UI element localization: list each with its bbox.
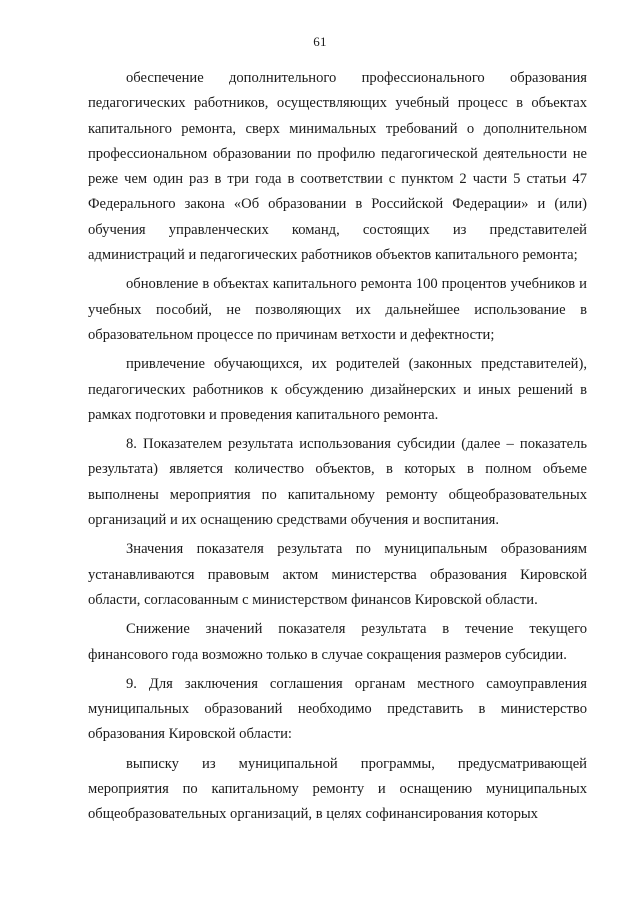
page-number: 61: [313, 34, 327, 49]
paragraph-additional-education: обеспечение дополнительного профессионального образования педагогических работников, осуществляющих учебный процесс в объектах капитального ремонта, сверх минимальных требований о дополнительном профессиональном образовании по профилю педагогической деятельности не реже чем один раз в три года в соответствии с пунктом 2 части 5 статьи 47 Федерального закона «Об образовании в Российской Федерации» и (или) обучения управленческих команд, состоящих из представителей администраций и педагогических работников объектов капитального ремонта;: [88, 70, 587, 264]
paragraph-indicator-values: Значения показателя результата по муниципальным образованиям устанавливаются правовым актом министерства образования Кировской области, согласованным с министерством финансов Кировской области.: [88, 541, 587, 608]
paragraph-result-indicator: 8. Показателем результата использования субсидии (далее – показатель результата) является количество объектов, в которых в полном объеме выполнены мероприятия по капитальному ремонту общеобразовательных организаций и их оснащению средствами обучения и воспитания.: [88, 436, 587, 529]
paragraph-program-extract: выписку из муниципальной программы, предусматривающей мероприятия по капитальному ремонту и оснащению муниципальных общеобразовательных организаций, в целях софинансирования которых: [88, 755, 587, 823]
paragraph-textbooks-update: обновление в объектах капитального ремонта 100 процентов учебников и учебных пособий, не позволяющих их дальнейшее использование в образовательном процессе по причинам ветхости и дефектности;: [88, 276, 587, 343]
paragraph-community-involvement: привлечение обучающихся, их родителей (законных представителей), педагогических работников к обсуждению дизайнерских и иных решений в рамках подготовки и проведения капитального ремонта.: [88, 356, 587, 423]
paragraph-agreement-requirements: 9. Для заключения соглашения органам местного самоуправления муниципальных образований необходимо представить в министерство образования Кировской области:: [88, 675, 587, 743]
document-body: [88, 66, 587, 832]
paragraph-indicator-reduction: Снижение значений показателя результата в течение текущего финансового года возможно только в случае сокращения размеров субсидии.: [88, 621, 587, 663]
